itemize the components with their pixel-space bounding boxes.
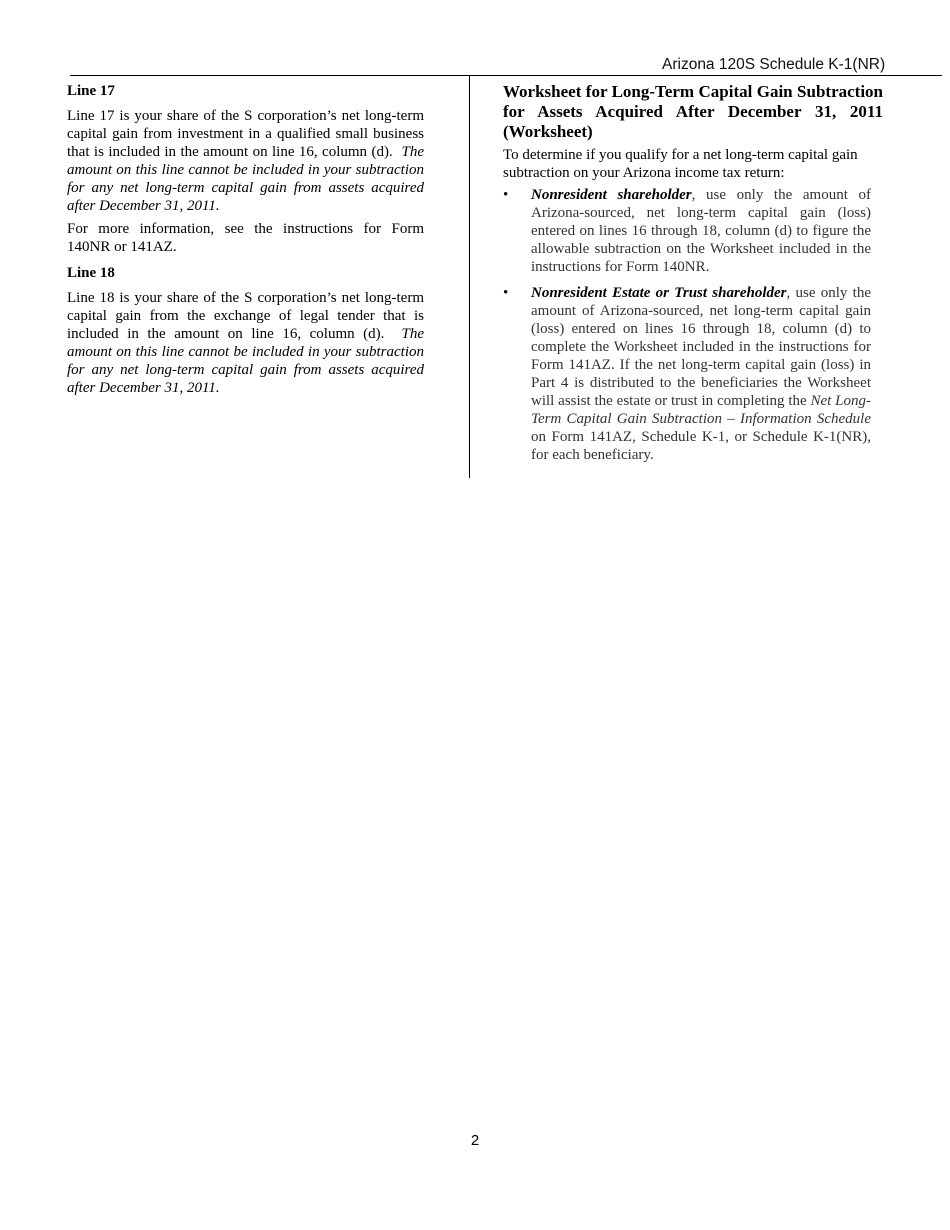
bullet1-text: , use only the amount of Arizona-sourced, net long-term capital gain (loss) entered on lines 16 through 18, column (d) to figure the allowable subtraction on the Worksheet included in the instructions for Form 140NR. — [531, 187, 871, 275]
line17-paragraph — [67, 107, 424, 215]
bullet2-text-a: , use only the amount of Arizona-sourced, net long-term capital gain (loss) entered on lines 16 through 18, column (d) to complete the Worksheet included in the instructions for Form 141AZ. If the net long-term capital gain (loss) in Part 4 is distributed to the beneficiaries the Worksheet will assist the estate or trust in completing the — [531, 285, 871, 409]
line17-text: Line 17 is your share of the S corporation’s net long-term capital gain from investment in a qualified small business that is included in the amount on line 16, column (d). — [67, 108, 424, 160]
line18-heading: Line 18 — [67, 265, 115, 281]
right-column — [503, 82, 883, 472]
bullet-icon: • — [503, 187, 509, 203]
line18-italic-note: The amount on this line cannot be included in your subtraction for any net long-term capital gain from assets acquired after December 31, 2011. — [67, 326, 424, 396]
left-column — [67, 82, 424, 402]
bullet-nonresident-shareholder — [503, 186, 883, 276]
worksheet-title: Worksheet for Long-Term Capital Gain Subtraction for Assets Acquired After December 31, 2011 (Worksheet) — [503, 82, 883, 141]
header-rule — [70, 75, 942, 76]
bullet2-text-b: on Form 141AZ, Schedule K-1, or Schedule K-1(NR), for each beneficiary. — [531, 429, 871, 463]
line17-italic-note: The amount on this line cannot be included in your subtraction for any net long-term capital gain from assets acquired after December 31, 2011. — [67, 144, 425, 214]
more-info-paragraph: For more information, see the instructions for Form 140NR or 141AZ. — [67, 221, 424, 255]
bullet-nonresident-estate-trust — [503, 284, 883, 464]
column-divider — [469, 75, 470, 478]
form-header-title: Arizona 120S Schedule K-1(NR) — [662, 56, 886, 73]
line18-text: Line 18 is your share of the S corporation’s net long-term capital gain from the exchange of legal tender that is included in the amount on line 16, column (d). — [67, 290, 424, 342]
bullet2-italic-schedule: Net Long-Term Capital Gain Subtraction – Information Schedule — [531, 393, 872, 427]
line18-paragraph — [67, 289, 424, 397]
line17-heading: Line 17 — [67, 83, 115, 99]
bullet1-label: Nonresident shareholder — [531, 187, 692, 203]
bullet2-label: Nonresident Estate or Trust shareholder — [531, 285, 787, 301]
bullet-list — [503, 186, 883, 464]
page-number: 2 — [470, 1132, 480, 1149]
worksheet-intro: To determine if you qualify for a net long-term capital gain subtraction on your Arizona income tax return: — [503, 147, 858, 181]
bullet-icon: • — [503, 285, 509, 301]
